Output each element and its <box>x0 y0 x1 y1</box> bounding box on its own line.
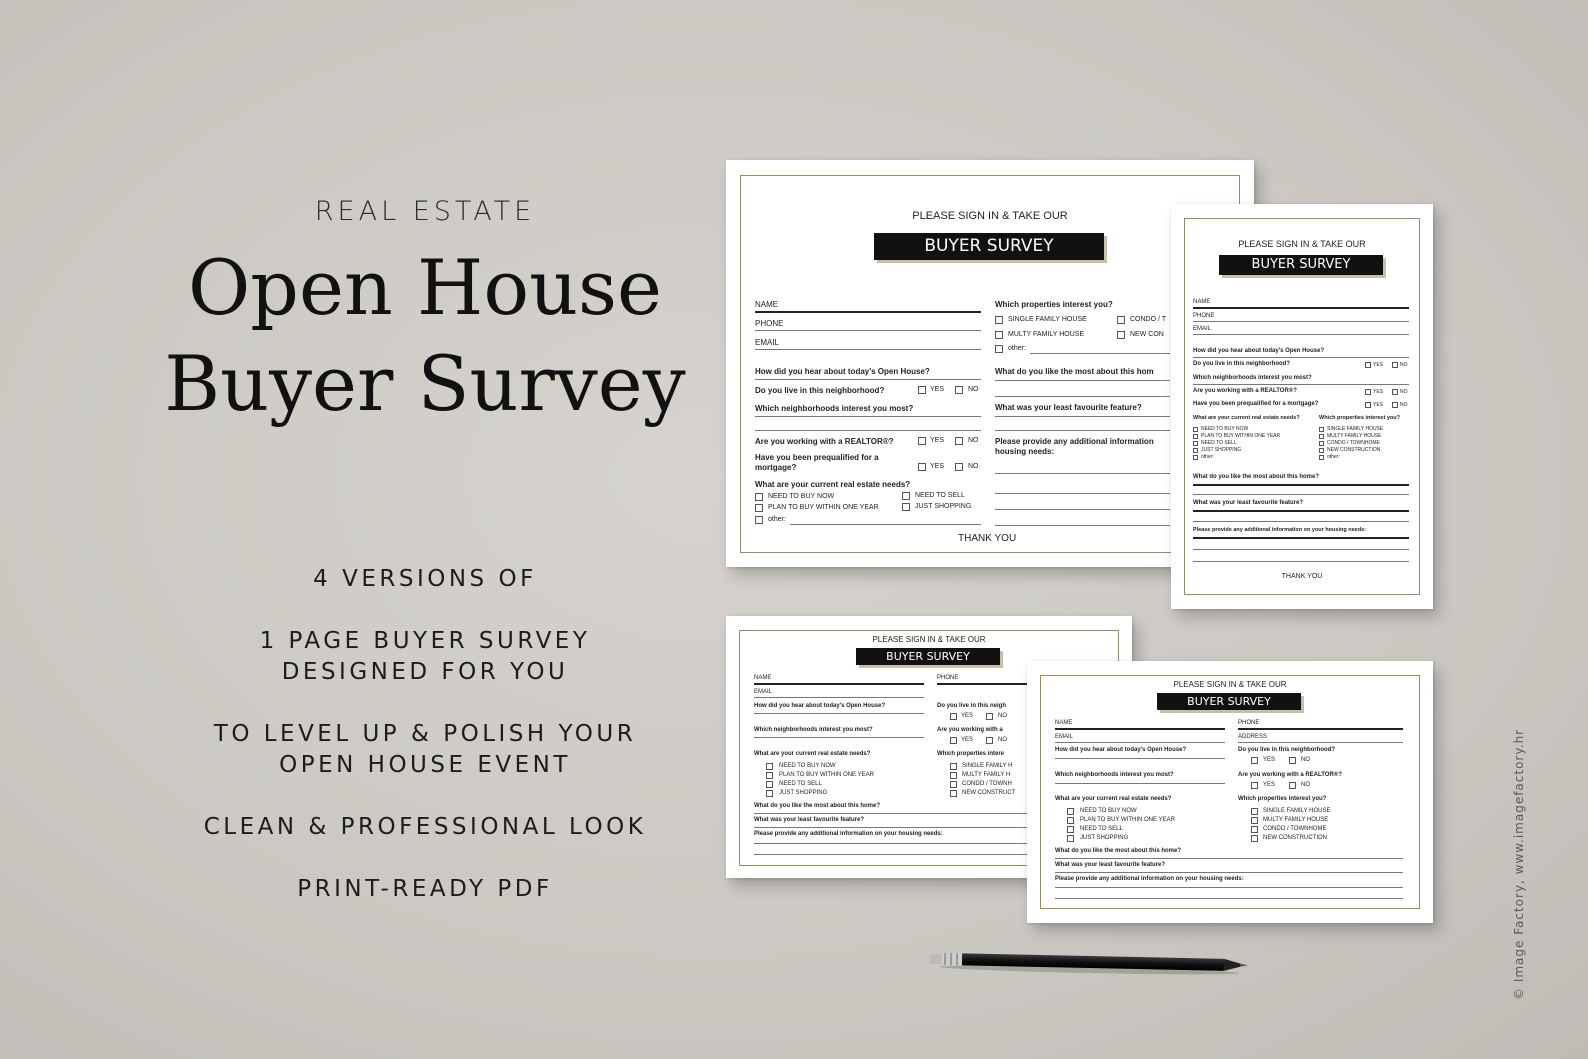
feature-level-up <box>0 719 850 781</box>
feature-line: 1 PAGE BUYER SURVEY <box>259 628 591 654</box>
question-least: What was your least favourite feature? <box>754 817 865 823</box>
email-line <box>755 349 981 350</box>
multi-family-checkbox[interactable] <box>995 331 1003 339</box>
buyer-survey-banner: BUYER SURVEY <box>874 233 1104 260</box>
multi-family-label: MULTY FAMILY HOUSE <box>1008 331 1085 338</box>
shopping-label: JUST SHOPPING <box>915 503 972 510</box>
question-like: What do you like the most about this home? <box>1055 848 1182 854</box>
yes-checkbox[interactable] <box>950 713 957 720</box>
need-checkbox[interactable] <box>1067 826 1074 833</box>
copyright-watermark: © Image Factory, www.imagefactory.hr <box>1512 728 1526 1000</box>
question-hear: How did you hear about today's Open House? <box>754 703 886 709</box>
name-label: NAME <box>754 675 772 681</box>
need-checkbox[interactable] <box>1193 448 1198 453</box>
question-needs: What are your current real estate needs? <box>1193 415 1300 421</box>
question-least: What was your least favourite feature? <box>1055 862 1166 868</box>
other-label: other: <box>1008 345 1026 352</box>
question-prequalified: Have you been prequalified for a mortgage? <box>1193 401 1319 407</box>
property-checkbox[interactable] <box>950 763 957 770</box>
need-label: NEED TO BUY NOW <box>779 763 836 769</box>
email-label: EMAIL <box>754 689 773 695</box>
answer-line <box>1193 537 1409 539</box>
question-needs: What are your current real estate needs? <box>1055 796 1172 802</box>
title-line-2: Buyer Survey <box>164 339 686 428</box>
question-needs: What are your current real estate needs? <box>755 480 911 489</box>
phone-line <box>755 330 981 331</box>
phone-label: PHONE <box>1193 313 1215 319</box>
yes-label: YES <box>930 463 945 470</box>
feature-one-page <box>0 626 850 688</box>
no-checkbox[interactable] <box>1289 782 1296 789</box>
need-sell-label: NEED TO SELL <box>915 492 965 499</box>
no-checkbox[interactable] <box>986 713 993 720</box>
need-label: PLAN TO BUY WITHIN ONE YEAR <box>1080 817 1175 823</box>
need-checkbox[interactable] <box>1193 455 1198 460</box>
card-frame <box>1040 675 1420 909</box>
condo-checkbox[interactable] <box>1117 316 1125 324</box>
answer-line <box>995 525 1170 526</box>
answer-line <box>1193 561 1409 562</box>
new-construction-checkbox[interactable] <box>1117 331 1125 339</box>
need-buy-checkbox[interactable] <box>755 493 763 501</box>
property-checkbox[interactable] <box>950 772 957 779</box>
single-family-label: SINGLE FAMILY HOUSE <box>1008 316 1087 323</box>
answer-line <box>1055 858 1403 859</box>
need-checkbox[interactable] <box>1067 808 1074 815</box>
yes-label: YES <box>1373 402 1384 408</box>
question-neighborhoods: Which neighborhoods interest you most? <box>755 404 914 413</box>
email-line <box>1055 742 1225 743</box>
question-least: What was your least favourite feature? <box>995 403 1142 412</box>
question-neighborhoods: Which neighborhoods interest you most? <box>1055 772 1174 778</box>
question-like: What do you like the most about this home? <box>1193 474 1320 480</box>
need-checkbox[interactable] <box>1193 441 1198 446</box>
answer-line <box>1193 549 1409 550</box>
answer-line <box>995 416 1170 417</box>
question-info-2: housing needs: <box>995 447 1055 456</box>
question-properties: Which properties intere <box>937 751 1005 757</box>
name-label: NAME <box>1193 299 1211 305</box>
pencil-icon <box>924 950 1254 976</box>
need-label: JUST SHOPPING <box>1201 447 1242 453</box>
property-checkbox[interactable] <box>1251 826 1258 833</box>
question-live: Do you live in this neigh <box>937 703 1007 709</box>
question-hear: How did you hear about today's Open House? <box>1193 348 1325 354</box>
need-label: NEED TO SELL <box>779 781 822 787</box>
question-prequalified-2: mortgage? <box>755 463 797 472</box>
need-label: PLAN TO BUY WITHIN ONE YEAR <box>779 772 874 778</box>
property-checkbox[interactable] <box>1251 835 1258 842</box>
property-label: NEW CONSTRUCTION <box>1327 447 1381 453</box>
answer-line <box>755 379 981 380</box>
card-header: PLEASE SIGN IN & TAKE OUR <box>1238 239 1366 249</box>
need-label: NEED TO SELL <box>1201 440 1237 446</box>
no-label: NO <box>968 437 979 444</box>
no-checkbox[interactable] <box>1289 757 1296 764</box>
question-like: What do you like the most about this home? <box>754 803 881 809</box>
plan-buy-checkbox[interactable] <box>755 504 763 512</box>
no-checkbox[interactable] <box>1392 389 1398 395</box>
buyer-survey-banner: BUYER SURVEY <box>1157 693 1301 710</box>
shopping-checkbox[interactable] <box>902 503 910 511</box>
question-realtor: Are you working with a REALTOR®? <box>1238 772 1342 778</box>
need-checkbox[interactable] <box>1193 434 1198 439</box>
question-hear: How did you hear about today's Open House? <box>1055 747 1187 753</box>
answer-line <box>1193 484 1409 486</box>
yes-label: YES <box>961 737 974 743</box>
question-least: What was your least favourite feature? <box>1193 500 1304 506</box>
no-label: NO <box>1400 389 1408 395</box>
property-label: NEW CONSTRUCTION <box>1263 835 1327 841</box>
yes-checkbox[interactable] <box>950 737 957 744</box>
feature-line: OPEN HOUSE EVENT <box>279 752 571 778</box>
yes-label: YES <box>1263 757 1276 763</box>
question-realtor: Are you working with a REALTOR®? <box>1193 388 1297 394</box>
feature-line: TO LEVEL UP & POLISH YOUR <box>213 721 637 747</box>
property-checkbox[interactable] <box>1319 434 1324 439</box>
need-label: JUST SHOPPING <box>1080 835 1129 841</box>
need-checkbox[interactable] <box>766 790 773 797</box>
property-checkbox[interactable] <box>1251 817 1258 824</box>
yes-checkbox[interactable] <box>1251 757 1258 764</box>
thank-you-text: THANK YOU <box>958 533 1017 544</box>
answer-line <box>1055 783 1225 784</box>
single-family-checkbox[interactable] <box>995 316 1003 324</box>
question-prequalified-1: Have you been prequalified for a <box>755 453 879 462</box>
phone-label: PHONE <box>1238 720 1260 726</box>
need-buy-label: NEED TO BUY NOW <box>768 493 835 500</box>
condo-label: CONDO / T <box>1130 316 1167 323</box>
answer-line <box>1193 510 1409 512</box>
need-sell-checkbox[interactable] <box>902 492 910 500</box>
question-realtor: Are you working with a REALTOR®? <box>755 437 894 446</box>
other-line <box>1030 353 1170 354</box>
feature-line: DESIGNED FOR YOU <box>281 659 569 685</box>
email-line <box>1193 334 1409 335</box>
yes-label: YES <box>1373 362 1384 368</box>
yes-checkbox[interactable] <box>918 437 926 445</box>
property-label: CONDO / TOWNHOME <box>1263 826 1327 832</box>
name-line <box>1055 728 1225 730</box>
new-construction-label: NEW CON <box>1130 331 1164 338</box>
other-checkbox[interactable] <box>755 516 763 524</box>
thank-you-text: THANK YOU <box>1281 573 1323 580</box>
card-header: PLEASE SIGN IN & TAKE OUR <box>872 635 986 644</box>
yes-label: YES <box>930 386 945 393</box>
no-checkbox[interactable] <box>955 463 963 471</box>
answer-line <box>995 396 1170 397</box>
title-line-1: Open House <box>188 243 662 332</box>
yes-checkbox[interactable] <box>1365 362 1371 368</box>
buyer-survey-banner: BUYER SURVEY <box>856 648 1000 665</box>
other-checkbox[interactable] <box>995 345 1003 353</box>
question-realtor: Are you working with a <box>937 727 1003 733</box>
question-properties: Which properties interest you? <box>995 300 1113 309</box>
answer-line <box>754 713 924 714</box>
no-label: NO <box>968 386 979 393</box>
answer-line <box>754 737 924 738</box>
yes-label: YES <box>930 437 945 444</box>
address-line <box>1238 742 1403 743</box>
answer-line <box>1055 872 1403 873</box>
card-header: PLEASE SIGN IN & TAKE OUR <box>912 210 1068 222</box>
name-label: NAME <box>755 300 779 309</box>
survey-card-portrait <box>1171 204 1433 609</box>
property-label: MULTY FAMILY H <box>962 772 1011 778</box>
property-checkbox[interactable] <box>1319 455 1324 460</box>
yes-checkbox[interactable] <box>918 463 926 471</box>
no-label: NO <box>998 737 1007 743</box>
property-label: SINGLE FAMILY H <box>962 763 1013 769</box>
no-checkbox[interactable] <box>1392 402 1398 408</box>
question-info: Please provide any additional information on your housing needs: <box>1193 527 1366 533</box>
property-label: NEW CONSTRUCT <box>962 790 1016 796</box>
answer-line <box>995 493 1170 494</box>
no-checkbox[interactable] <box>955 437 963 445</box>
property-checkbox[interactable] <box>1319 427 1324 432</box>
address-label: ADDRESS <box>1238 734 1268 740</box>
no-label: NO <box>1400 402 1408 408</box>
question-neighborhoods: Which neighborhoods interest you most? <box>1193 375 1312 381</box>
answer-line <box>1055 898 1403 899</box>
phone-label: PHONE <box>937 675 959 681</box>
email-label: EMAIL <box>1193 326 1212 332</box>
answer-line <box>995 509 1170 510</box>
question-live: Do you live in this neighborhood? <box>755 386 885 395</box>
yes-checkbox[interactable] <box>1365 389 1371 395</box>
question-info: Please provide any additional information on your housing needs: <box>754 831 943 837</box>
no-label: NO <box>1301 782 1310 788</box>
question-properties: Which properties interest you? <box>1319 415 1400 421</box>
no-checkbox[interactable] <box>955 386 963 394</box>
answer-line <box>755 430 981 431</box>
need-checkbox[interactable] <box>1193 427 1198 432</box>
yes-label: YES <box>1373 389 1384 395</box>
yes-checkbox[interactable] <box>1365 402 1371 408</box>
yes-label: YES <box>961 713 974 719</box>
no-label: NO <box>998 713 1007 719</box>
property-checkbox[interactable] <box>950 781 957 788</box>
need-label: NEED TO BUY NOW <box>1080 808 1137 814</box>
need-label: JUST SHOPPING <box>779 790 828 796</box>
email-label: EMAIL <box>755 338 780 347</box>
answer-line <box>1193 384 1409 385</box>
email-label: EMAIL <box>1055 734 1074 740</box>
no-label: NO <box>968 463 979 470</box>
need-label: NEED TO SELL <box>1080 826 1123 832</box>
need-checkbox[interactable] <box>766 772 773 779</box>
property-label: SINGLE FAMILY HOUSE <box>1263 808 1331 814</box>
phone-line <box>1193 321 1409 322</box>
name-label: NAME <box>1055 720 1073 726</box>
other-line <box>790 524 981 525</box>
question-needs: What are your current real estate needs? <box>754 751 871 757</box>
need-checkbox[interactable] <box>1067 835 1074 842</box>
property-checkbox[interactable] <box>1251 808 1258 815</box>
phone-line <box>1238 728 1403 730</box>
answer-line <box>1193 357 1409 358</box>
need-checkbox[interactable] <box>766 781 773 788</box>
yes-checkbox[interactable] <box>1251 782 1258 789</box>
no-label: NO <box>1301 757 1310 763</box>
property-label: CONDO / TOWNHOME <box>1327 440 1380 446</box>
no-label: NO <box>1400 362 1408 368</box>
card-header: PLEASE SIGN IN & TAKE OUR <box>1173 680 1287 689</box>
property-checkbox[interactable] <box>1319 448 1324 453</box>
feature-versions: 4 VERSIONS OF <box>313 566 537 592</box>
need-checkbox[interactable] <box>766 763 773 770</box>
property-label: CONDO / TOWNH <box>962 781 1012 787</box>
email-line <box>754 697 924 698</box>
property-checkbox[interactable] <box>950 790 957 797</box>
feature-clean-look: CLEAN & PROFESSIONAL LOOK <box>203 814 647 840</box>
other-label: other: <box>768 516 786 523</box>
answer-line <box>995 380 1170 381</box>
question-hear: How did you hear about today's Open House? <box>755 367 930 376</box>
yes-checkbox[interactable] <box>918 386 926 394</box>
answer-line <box>1193 521 1409 522</box>
property-label: other: <box>1327 454 1340 460</box>
question-properties: Which properties interest you? <box>1238 796 1327 802</box>
plan-buy-label: PLAN TO BUY WITHIN ONE YEAR <box>768 504 879 511</box>
yes-label: YES <box>1263 782 1276 788</box>
question-live: Do you live in this neighborhood? <box>1193 361 1290 367</box>
question-info: Please provide any additional information on your housing needs: <box>1055 876 1244 882</box>
answer-line <box>1193 494 1409 495</box>
answer-line <box>1055 887 1403 888</box>
need-label: other: <box>1201 454 1214 460</box>
question-neighborhoods: Which neighborhoods interest you most? <box>754 727 873 733</box>
name-line <box>755 311 981 313</box>
survey-card-landscape-small-front <box>1027 661 1433 923</box>
question-live: Do you live in this neighborhood? <box>1238 747 1335 753</box>
answer-line <box>755 416 981 417</box>
property-label: SINGLE FAMILY HOUSE <box>1327 426 1384 432</box>
answer-line <box>995 430 1170 431</box>
buyer-survey-banner: BUYER SURVEY <box>1219 255 1383 275</box>
property-label: MULTY FAMILY HOUSE <box>1327 433 1382 439</box>
kicker-text: REAL ESTATE <box>314 196 536 227</box>
answer-line <box>1055 758 1225 759</box>
need-label: PLAN TO BUY WITHIN ONE YEAR <box>1201 433 1281 439</box>
question-info-1: Please provide any additional information <box>995 437 1154 446</box>
name-line <box>754 683 924 685</box>
phone-label: PHONE <box>755 319 784 328</box>
no-checkbox[interactable] <box>986 737 993 744</box>
need-label: NEED TO BUY NOW <box>1201 426 1249 432</box>
name-line <box>1193 307 1409 309</box>
no-checkbox[interactable] <box>1392 362 1398 368</box>
need-checkbox[interactable] <box>1067 817 1074 824</box>
answer-line <box>995 473 1170 474</box>
question-like: What do you like the most about this hom <box>995 367 1154 376</box>
property-checkbox[interactable] <box>1319 441 1324 446</box>
property-label: MULTY FAMILY HOUSE <box>1263 817 1329 823</box>
feature-print-ready: PRINT-READY PDF <box>297 876 553 902</box>
